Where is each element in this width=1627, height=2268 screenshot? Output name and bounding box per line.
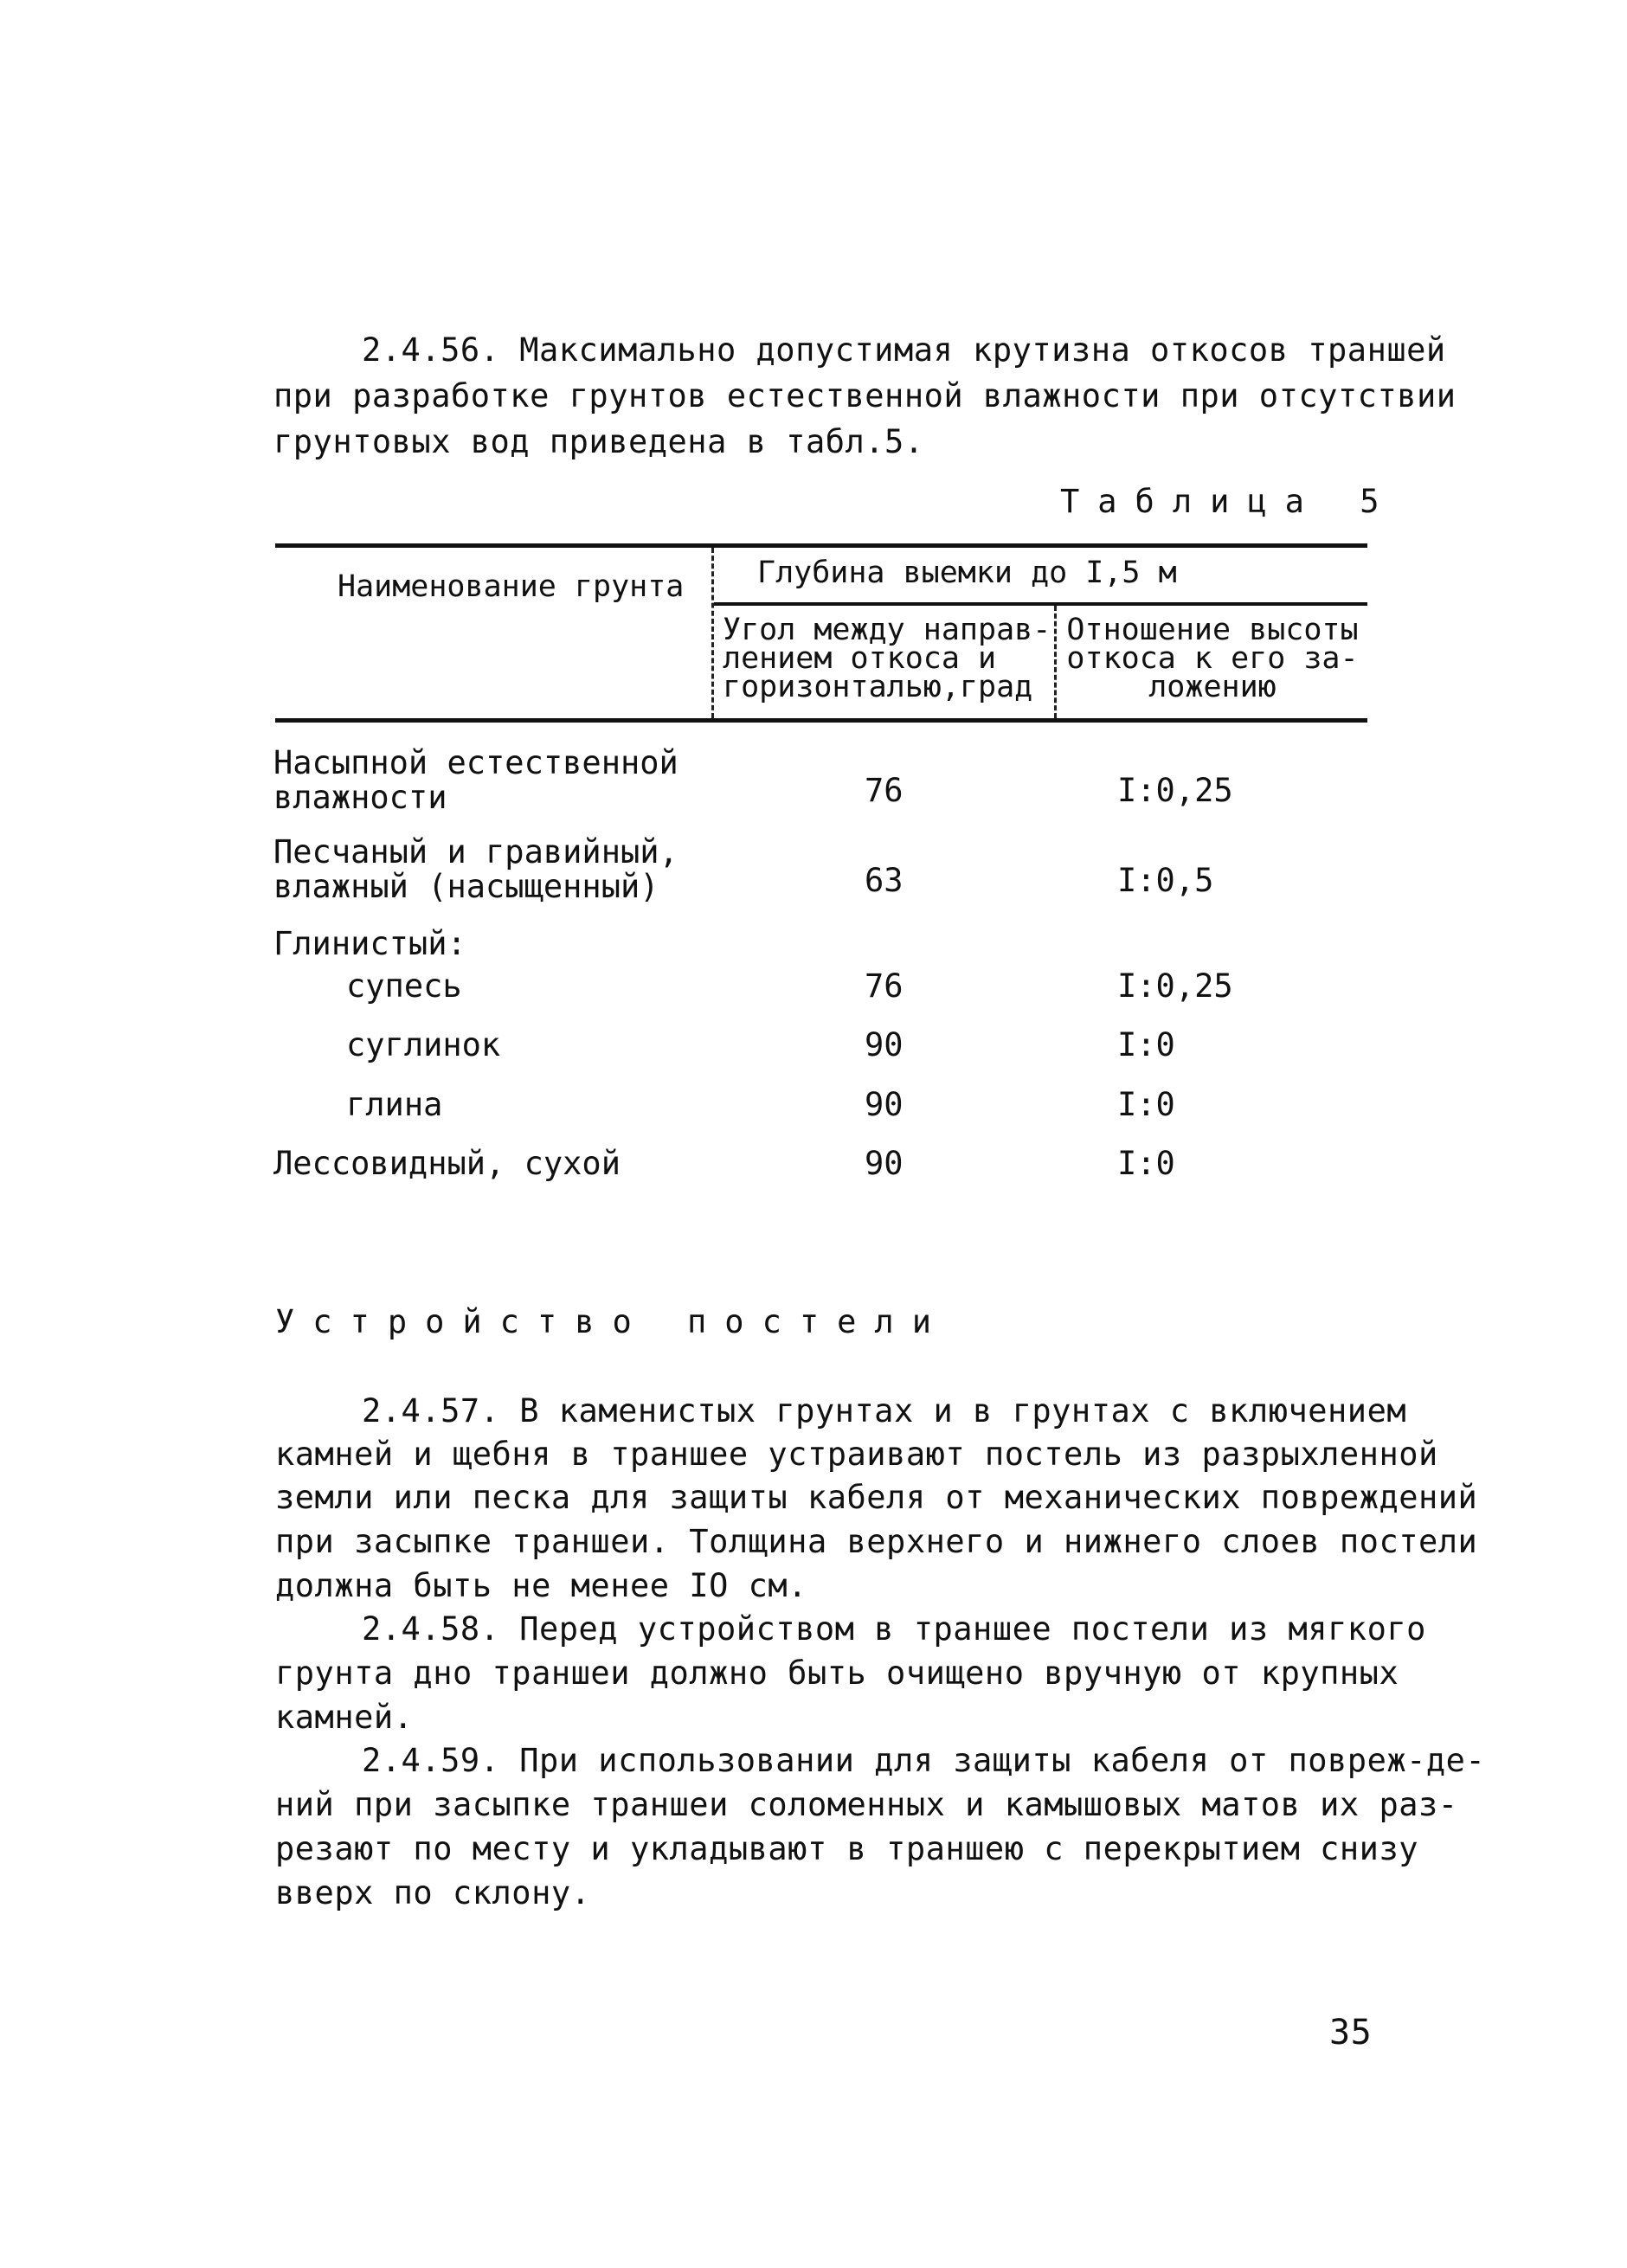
text-line: при разработке грунтов естественной влажности при отсутствии [273,377,1457,414]
text-line: резают по месту и укладывают в траншею с перекрытием снизу [275,1830,1419,1867]
column-divider [711,548,714,718]
text-line: 2.4.57. В каменистых грунтах и в грунтах с включением [362,1392,1407,1430]
header-angle-line: лением откоса и [723,641,997,676]
header-angle-line: горизонталью,град [723,670,1033,704]
text-line: при засыпке траншеи. Толщина верхнего и нижнего слоев постели [275,1523,1478,1560]
text-line: 2.4.58. Перед устройством в траншее постели из мягкого [362,1610,1426,1648]
row-angle: 90 [865,1026,904,1063]
row-angle: 76 [865,967,904,1005]
row-ratio: I:0 [1117,1086,1175,1123]
text-line: камней и щебня в траншее устраивают постель из разрыхленной [275,1436,1438,1473]
text-line: 2.4.59. При использовании для защиты кабеля от повреж-де- [362,1742,1486,1779]
row-angle: 63 [865,862,904,899]
header-split-rule [714,602,1367,606]
row-angle: 90 [865,1145,904,1182]
row-angle: 90 [865,1086,904,1123]
row-soil-group: Глинистый: [273,925,466,962]
text-line: камней. [275,1699,414,1736]
text-line: должна быть не менее IO см. [275,1567,807,1604]
header-depth: Глубина выемки до I,5 м [757,556,1177,590]
table-top-rule [275,543,1367,548]
text-line: 2.4.56. Максимально допустимая крутизна откосов траншей [362,331,1446,369]
header-bottom-rule [275,718,1367,723]
row-soil-name: глина [346,1086,443,1123]
header-soil: Наименование грунта [338,569,685,604]
row-ratio: I:0,25 [1117,967,1233,1005]
header-angle-line: Угол между направ- [723,613,1051,647]
header-ratio-line: Отношение высоты [1066,613,1359,647]
row-ratio: I:0,25 [1117,772,1233,809]
row-soil-name: Насыпной естественной влажности [273,744,678,816]
text-line: грунтовых вод приведена в табл.5. [273,423,924,460]
text-line: земли или песка для защиты кабеля от механических повреждений [275,1479,1478,1516]
header-ratio-line: ложению [1148,670,1277,704]
text-line: ний при засыпке траншеи соломенных и камышовых матов их раз- [275,1786,1458,1823]
section-title: Устройство постели [275,1303,949,1340]
row-soil-name: Лессовидный, сухой [273,1145,621,1182]
column-divider [1054,606,1057,718]
header-angle [723,613,1051,704]
page-number: 35 [1329,2013,1373,2053]
row-ratio: I:0 [1117,1026,1175,1063]
text-line: вверх по склону. [275,1874,591,1911]
table-caption: Таблица 5 [1060,483,1398,520]
text-line: грунта дно траншеи должно быть очищено вручную от крупных [275,1654,1399,1692]
header-ratio [1058,613,1367,704]
header-ratio-line: откоса к его за- [1066,641,1359,676]
row-ratio: I:0 [1117,1145,1175,1182]
row-ratio: I:0,5 [1117,862,1214,899]
row-soil-name: Песчаный и гравийный, влажный (насыщенный) [273,833,678,905]
row-soil-name: суглинок [346,1026,501,1063]
row-soil-name: супесь [346,967,462,1005]
row-angle: 76 [865,772,904,809]
